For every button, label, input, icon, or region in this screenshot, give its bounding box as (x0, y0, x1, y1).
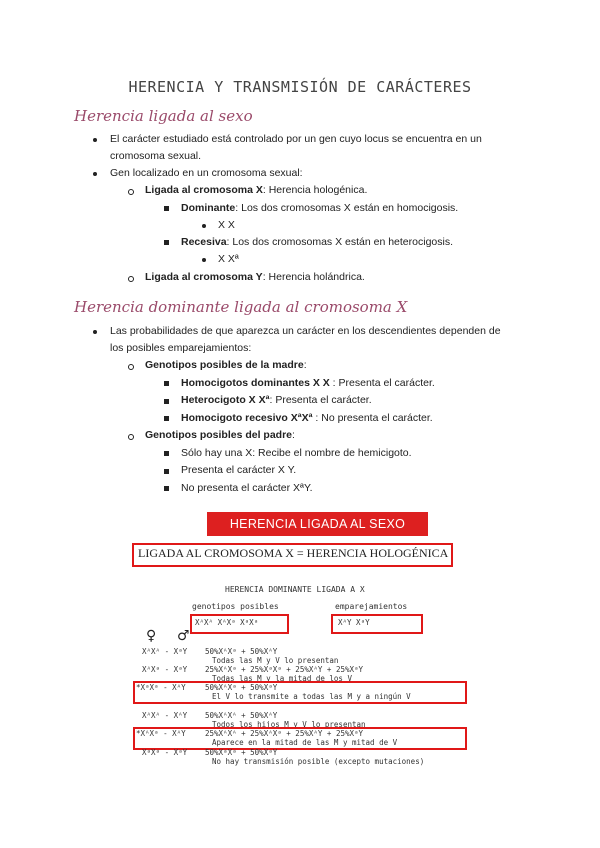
cross-note: El V lo transmite a todas las M y a ningún V (212, 692, 411, 701)
genotype-text: X Xª (218, 253, 239, 265)
bullet (164, 469, 169, 474)
female-symbol: ♀ (146, 628, 157, 644)
figure-subtitle: LIGADA AL CROMOSOMA X = HERENCIA HOLOGÉNICA (138, 546, 449, 560)
bullet (93, 172, 97, 176)
list-item: Homocigotos dominantes X X : Presenta el carácter. (181, 377, 435, 389)
list-item: Genotipos posibles del padre: (145, 429, 295, 441)
table-title: HERENCIA DOMINANTE LIGADA A X (225, 585, 365, 594)
bullet (128, 276, 134, 282)
bullet (93, 138, 97, 142)
genotype-text: X X (218, 219, 235, 231)
cross-note: No hay transmisión posible (excepto mutaciones) (212, 757, 425, 766)
bullet (128, 189, 134, 195)
list-item: Presenta el carácter X Y. (181, 464, 297, 476)
cross-note: Todas las M y V lo presentan (212, 656, 339, 665)
paragraph-line: El carácter estudiado está controlado por un gen cuyo locus se encuentra en un (110, 133, 482, 145)
cross-label: *XᵃXᵃ - XᴬY (136, 683, 186, 692)
cross-result: 25%XᴬXᵃ + 25%XᵃXᵃ + 25%XᴬY + 25%XᵃY (205, 665, 364, 674)
list-item: Genotipos posibles de la madre: (145, 359, 307, 371)
cross-label: XᴬXᴬ - XᴬY (142, 711, 188, 720)
paragraph-line: cromosoma sexual. (110, 150, 202, 162)
paragraph-line: Gen localizado en un cromosoma sexual: (110, 167, 303, 179)
bullet (164, 206, 169, 211)
male-symbol: ♂ (177, 628, 190, 644)
paragraph-line: los posibles emparejamientos: (110, 342, 252, 354)
bullet (128, 434, 134, 440)
cross-label: *XᴬXᵃ - XᴬY (136, 729, 186, 738)
bullet (164, 486, 169, 491)
bullet (164, 399, 169, 404)
list-item: Dominante: Los dos cromosomas X están en homocigosis. (181, 202, 459, 214)
cross-note: Todas las M y la mitad de los V (212, 674, 352, 683)
cross-result: 50%XᵃXᵃ + 50%XᵃY (205, 748, 278, 757)
bullet (164, 416, 169, 421)
bullet (164, 451, 169, 456)
bullet (164, 240, 169, 245)
bullet (164, 381, 169, 386)
list-item: Heterocigoto X Xª: Presenta el carácter. (181, 394, 372, 406)
column-header: emparejamientos (335, 602, 408, 611)
page-title: HERENCIA Y TRANSMISIÓN DE CARÁCTERES (128, 78, 472, 96)
column-header: genotipos posibles (192, 602, 279, 611)
list-item: Sólo hay una X: Recibe el nombre de hemicigoto. (181, 447, 412, 459)
cross-result: 50%XᴬXᴬ + 50%XᴬY (205, 711, 278, 720)
cross-label: XᵃXᵃ - XᵃY (142, 748, 188, 757)
cross-result: 50%XᴬXᵃ + 50%XᴬY (205, 647, 278, 656)
cross-result: 25%XᴬXᴬ + 25%XᴬXᵃ + 25%XᴬY + 25%XᵃY (205, 729, 364, 738)
list-item: Recesiva: Los dos cromosomas X están en heterocigosis. (181, 236, 453, 248)
bullet (93, 330, 97, 334)
cross-label: XᴬXᴬ - XᵃY (142, 647, 188, 656)
bullet (202, 258, 206, 262)
section-heading-herencia-dominante: Herencia dominante ligada al cromosoma X (74, 298, 408, 316)
section-heading-herencia-ligada-sexo: Herencia ligada al sexo (74, 107, 253, 125)
cross-label: XᴬXᵃ - XᵃY (142, 665, 188, 674)
bullet (202, 224, 206, 228)
list-item: Ligada al cromosoma X: Herencia hologénica. (145, 184, 368, 196)
cross-note: Todos los hijos M y V lo presentan (212, 720, 366, 729)
paragraph-line: Las probabilidades de que aparezca un carácter en los descendientes dependen de (110, 325, 501, 337)
father-genotypes: XᴬY XᵃY (338, 618, 370, 627)
list-item: No presenta el carácter XªY. (181, 482, 313, 494)
mother-genotypes: XᴬXᴬ XᴬXᵃ XᵃXᵃ (195, 618, 259, 627)
bullet (128, 364, 134, 370)
figure-banner: HERENCIA LIGADA AL SEXO (207, 512, 428, 536)
list-item: Ligada al cromosoma Y: Herencia holándrica. (145, 271, 365, 283)
cross-note: Aparece en la mitad de las M y mitad de V (212, 738, 398, 747)
cross-result: 50%XᴬXᵃ + 50%XᵃY (205, 683, 278, 692)
list-item: Homocigoto recesivo XªXª : No presenta el carácter. (181, 412, 433, 424)
